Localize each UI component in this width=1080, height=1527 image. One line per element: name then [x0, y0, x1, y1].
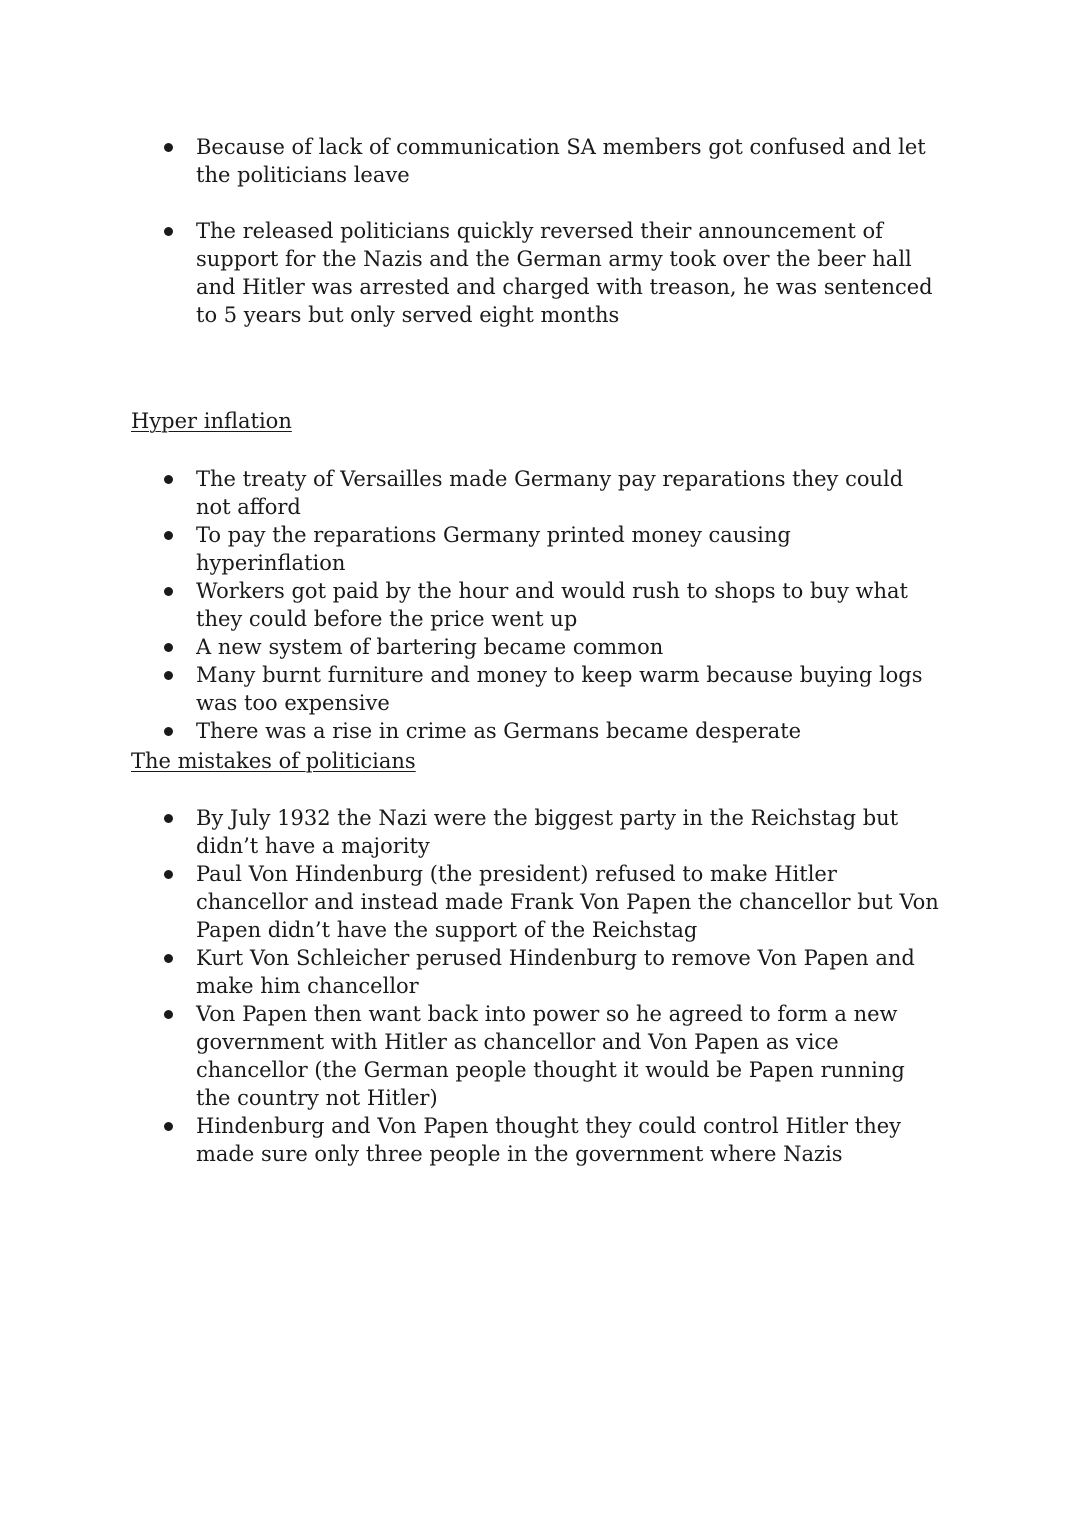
bullet-icon — [164, 727, 173, 736]
hyperinflation-bullet-list — [0, 465, 1080, 745]
intro-section — [0, 133, 1080, 329]
list-item-text: Because of lack of communication SA members got confused and let the politicians leave — [196, 135, 926, 187]
bullet-icon — [164, 1122, 173, 1131]
bullet-icon — [164, 870, 173, 879]
bullet-icon — [164, 1010, 173, 1019]
list-item — [0, 577, 1080, 633]
list-item-text: Hindenburg and Von Papen thought they could control Hitler they made sure only three people in the government where Nazis — [196, 1114, 902, 1166]
list-item-text: Paul Von Hindenburg (the president) refused to make Hitler chancellor and instead made Frank Von Papen the chancellor but Von Papen didn’t have the support of the Reichstag — [196, 862, 939, 942]
section-heading-politicians: The mistakes of politicians — [131, 749, 416, 773]
bullet-icon — [164, 143, 173, 152]
list-item — [0, 1112, 1080, 1168]
list-item — [0, 633, 1080, 661]
bullet-icon — [164, 531, 173, 540]
list-item-text: Von Papen then want back into power so he agreed to form a new government with Hitler as chancellor and Von Papen as vice chancellor (the German people thought it would be Papen running the country not Hitler) — [196, 1002, 905, 1110]
list-item-text: Workers got paid by the hour and would rush to shops to buy what they could before the price went up — [196, 579, 908, 631]
list-item — [0, 860, 1080, 944]
list-item — [0, 521, 1080, 577]
list-item — [0, 465, 1080, 521]
bullet-icon — [164, 587, 173, 596]
list-item-text: Kurt Von Schleicher perused Hindenburg to remove Von Papen and make him chancellor — [196, 946, 915, 998]
section-heading-hyperinflation: Hyper inflation — [131, 409, 292, 433]
bullet-icon — [164, 227, 173, 236]
politicians-section — [0, 804, 1080, 1168]
list-item-text: The treaty of Versailles made Germany pay reparations they could not afford — [196, 467, 904, 519]
list-item — [0, 1000, 1080, 1112]
list-item — [0, 717, 1080, 745]
list-item — [0, 944, 1080, 1000]
list-item — [0, 804, 1080, 860]
hyperinflation-section — [0, 465, 1080, 745]
list-item-text: A new system of bartering became common — [196, 635, 664, 659]
politicians-bullet-list — [0, 804, 1080, 1168]
list-item-text: The released politicians quickly reversed their announcement of support for the Nazis and the German army took over the beer hall and Hitler was arrested and charged with treason, he was sentenced to 5 years but only served eight months — [196, 219, 933, 327]
list-item-text: Many burnt furniture and money to keep warm because buying logs was too expensive — [196, 663, 923, 715]
bullet-icon — [164, 643, 173, 652]
list-item — [0, 217, 1080, 329]
list-item — [0, 661, 1080, 717]
bullet-icon — [164, 814, 173, 823]
list-item-text: By July 1932 the Nazi were the biggest party in the Reichstag but didn’t have a majority — [196, 806, 899, 858]
bullet-icon — [164, 475, 173, 484]
intro-bullet-list — [0, 133, 1080, 329]
list-item — [0, 133, 1080, 189]
bullet-icon — [164, 954, 173, 963]
bullet-icon — [164, 671, 173, 680]
list-item-text: To pay the reparations Germany printed money causing hyperinflation — [196, 523, 791, 575]
list-item-text: There was a rise in crime as Germans became desperate — [196, 719, 802, 743]
